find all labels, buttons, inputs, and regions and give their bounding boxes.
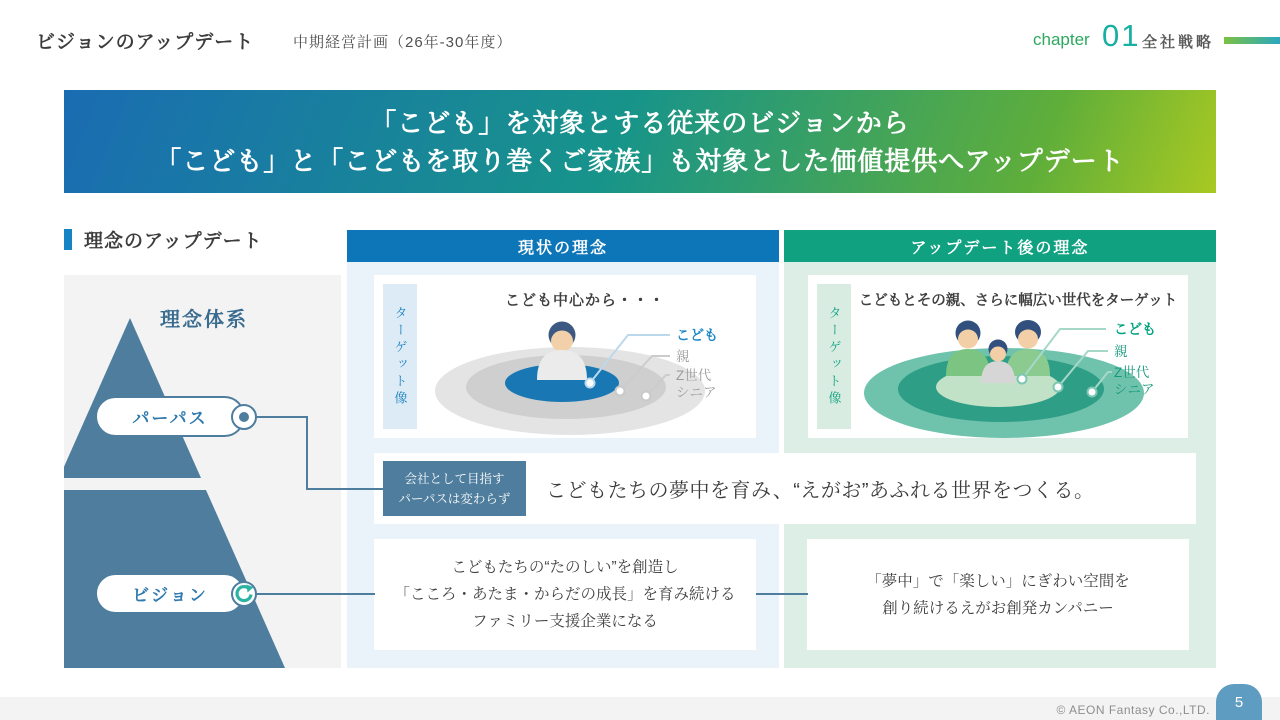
vision-bridge-line <box>756 593 808 595</box>
chapter-gradient-bar <box>1224 37 1280 44</box>
label-senior: シニア <box>676 385 717 400</box>
vision-connector-line <box>245 593 375 595</box>
page-number-tab <box>1216 684 1262 720</box>
refresh-arrow-icon <box>234 584 254 604</box>
purpose-pill-label: パーパス <box>132 409 208 428</box>
chapter-category: 全社戦略 <box>1142 34 1215 51</box>
current-illustration-title: こども中心から・・・ <box>504 292 665 309</box>
purpose-tag-line2: パーパスは変わらず <box>398 491 511 506</box>
updated-vision-box <box>807 539 1189 650</box>
pyramid-title: 理念体系 <box>160 309 248 331</box>
purpose-tag <box>383 461 526 516</box>
purpose-connector-line <box>306 416 308 490</box>
purpose-band <box>374 453 1196 524</box>
label-genz: Z世代 <box>676 368 712 383</box>
label-kodomo: こども <box>1114 321 1156 337</box>
section-title: 理念のアップデート <box>84 231 263 252</box>
current-vision-line3: ファミリー支援企業になる <box>472 613 658 630</box>
chapter-label: chapter <box>1033 30 1090 49</box>
plan-subtitle: 中期経営計画（26年-30年度） <box>293 34 513 51</box>
family-target-illustration <box>808 275 1188 438</box>
current-column-header: 現状の理念 <box>347 230 779 262</box>
current-target-card <box>374 275 756 438</box>
page-title: ビジョンのアップデート <box>36 32 255 53</box>
current-vision-line1: こどもたちの“たのしい”を創造し <box>451 559 679 576</box>
updated-vision-line2: 創り続けるえがお創発カンパニー <box>882 599 1114 617</box>
key-message-banner <box>64 90 1216 193</box>
label-oya: 親 <box>676 349 690 364</box>
vision-pill <box>95 573 245 614</box>
updated-target-strip: ターゲット像 <box>817 284 851 429</box>
updated-illustration-title: こどもとその親、さらに幅広い世代をターゲット <box>858 293 1178 309</box>
purpose-statement: こどもたちの夢中を育み、“えがお”あふれる世界をつくる。 <box>546 480 1095 502</box>
current-target-strip: ターゲット像 <box>383 284 417 429</box>
updated-column-header: アップデート後の理念 <box>784 230 1216 262</box>
current-vision-box <box>374 539 756 650</box>
vision-pill-label: ビジョン <box>132 586 208 605</box>
purpose-tag-line1: 会社として目指す <box>404 471 505 486</box>
dot-icon <box>239 412 249 422</box>
label-kodomo: こども <box>676 327 718 343</box>
family-icon <box>946 320 1050 383</box>
copyright-text: © AEON Fantasy Co.,LTD. <box>1056 703 1210 717</box>
updated-target-card <box>808 275 1188 438</box>
page-number: 5 <box>1234 693 1244 711</box>
chapter-number: 01 <box>1102 18 1141 53</box>
child-target-illustration <box>374 275 756 438</box>
label-genz: Z世代 <box>1114 365 1150 380</box>
purpose-pill <box>95 396 245 437</box>
label-oya: 親 <box>1114 344 1128 359</box>
section-marker <box>64 229 72 250</box>
label-senior: シニア <box>1114 382 1155 397</box>
banner-line-1: 「こども」を対象とする従来のビジョンから <box>370 107 910 138</box>
purpose-connector-line <box>306 488 384 490</box>
updated-vision-line1: 「夢中」で「楽しい」にぎわい空間を <box>866 572 1130 590</box>
banner-line-2: 「こども」と「こどもを取り巻くご家族」も対象とした価値提供へアップデート <box>155 145 1125 176</box>
purpose-connector-icon <box>231 404 257 430</box>
update-cycle-icon <box>231 581 257 607</box>
current-vision-line2: 「こころ・あたま・からだの成長」を育み続ける <box>394 586 736 603</box>
